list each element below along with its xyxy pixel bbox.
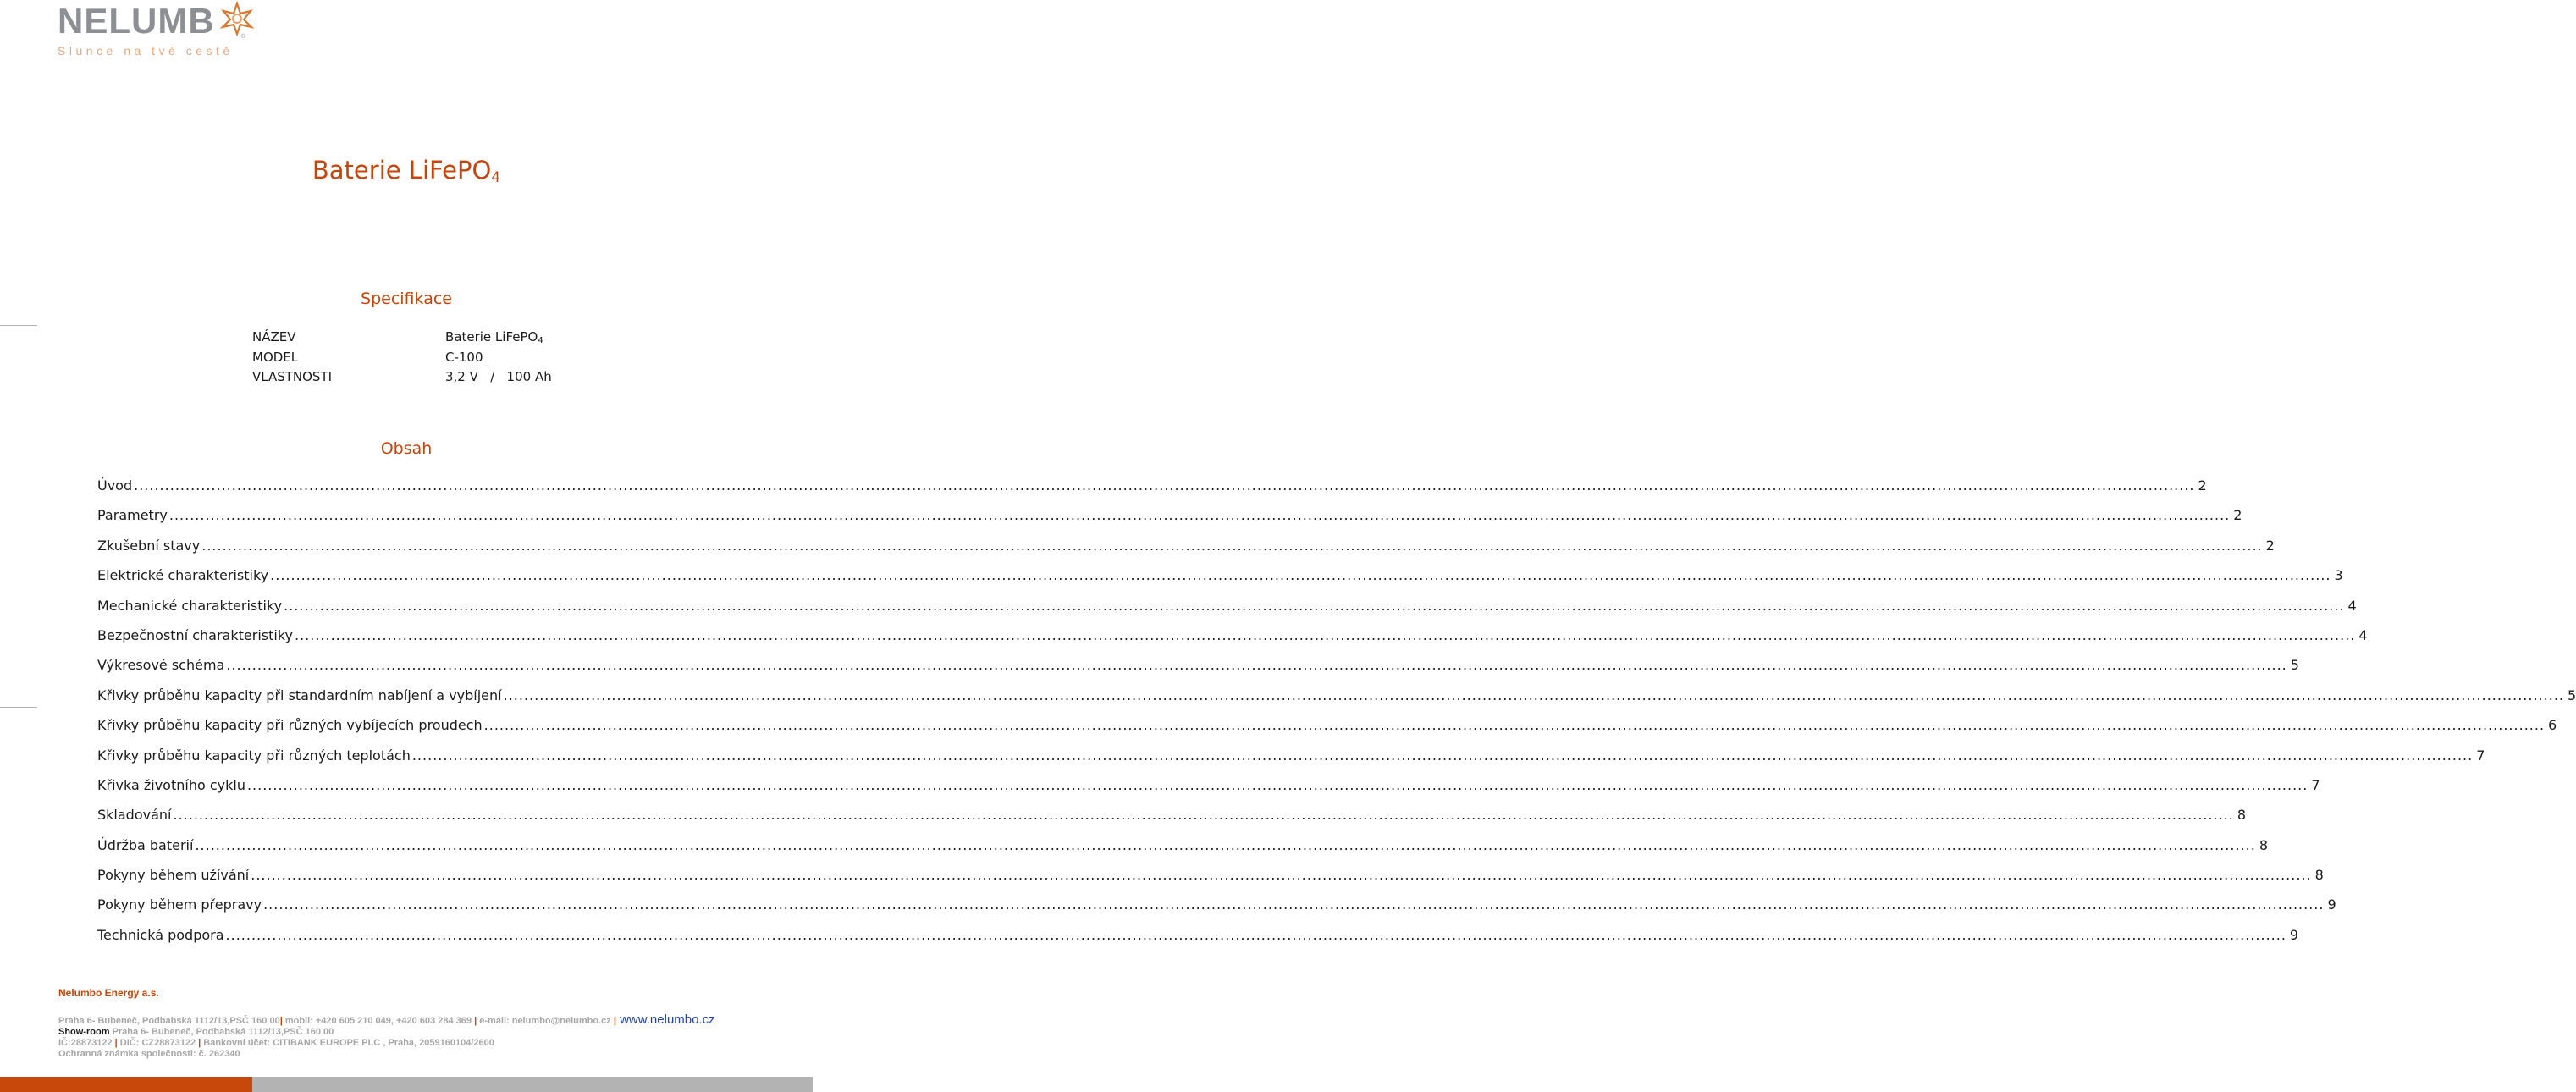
toc-entry[interactable] bbox=[97, 537, 2275, 567]
toc-entry-title: Křivky průběhu kapacity při různých teplotách bbox=[97, 747, 411, 764]
toc-leader-dots: ................................................................................................................................................................................................................................................................................................................................................................................................................ bbox=[168, 507, 2231, 524]
toc-entry[interactable] bbox=[97, 477, 2207, 507]
toc-entry[interactable] bbox=[97, 747, 2485, 777]
spec-value-text: 3,2 V / 100 Ah bbox=[445, 369, 552, 384]
registered-mark: ® bbox=[241, 34, 246, 40]
toc-entry-page: 4 bbox=[2358, 626, 2368, 643]
toc-entry[interactable] bbox=[97, 507, 2242, 537]
toc-entry[interactable] bbox=[97, 896, 2336, 926]
toc-entry[interactable] bbox=[97, 807, 2247, 836]
spec-heading: Specifikace bbox=[361, 290, 452, 308]
footer-address: Praha 6- Bubeneč, Podbabská 1112/13,PSČ 160 00 bbox=[58, 1016, 280, 1026]
lotus-star-icon bbox=[220, 2, 254, 36]
toc-leader-dots: ................................................................................................................................................................................................................................................................................................................................................................................................................ bbox=[226, 657, 2287, 674]
toc-entry-page: 6 bbox=[2548, 717, 2557, 734]
toc-entry-page: 8 bbox=[2237, 807, 2247, 824]
toc-entry-title: Křivky průběhu kapacity při standardním nabíjení a vybíjení bbox=[97, 687, 502, 703]
footer-contact-line bbox=[58, 1012, 715, 1027]
title-text: Baterie LiFePO bbox=[312, 156, 492, 185]
toc-entry[interactable] bbox=[97, 776, 2320, 807]
spec-value bbox=[445, 350, 483, 365]
footer-bar-gray bbox=[252, 1077, 813, 1092]
toc-entry-title: Křivka životního cyklu bbox=[97, 776, 245, 793]
footer-ic: IČ:28873122 bbox=[58, 1038, 115, 1048]
toc-entry-title: Parametry bbox=[97, 507, 168, 524]
toc-entry[interactable] bbox=[97, 926, 2299, 957]
toc-leader-dots: ................................................................................................................................................................................................................................................................................................................................................................................................................ bbox=[173, 807, 2234, 824]
footer-showroom-address: Praha 6- Bubeneč, Podbabská 1112/13,PSČ 160 00 bbox=[109, 1027, 334, 1037]
toc-leader-dots: ................................................................................................................................................................................................................................................................................................................................................................................................................ bbox=[411, 747, 2474, 764]
toc-leader-dots: ................................................................................................................................................................................................................................................................................................................................................................................................................ bbox=[263, 896, 2325, 913]
footer-showroom-label: Show-room bbox=[58, 1027, 110, 1037]
toc-leader-dots: ................................................................................................................................................................................................................................................................................................................................................................................................................ bbox=[270, 567, 2331, 584]
footer-separator: | bbox=[114, 1038, 118, 1048]
toc-entry-title: Pokyny během přepravy bbox=[97, 896, 262, 913]
footer-separator: | bbox=[613, 1016, 616, 1026]
margin-divider bbox=[0, 325, 37, 326]
toc-leader-dots: ................................................................................................................................................................................................................................................................................................................................................................................................................ bbox=[134, 477, 2195, 494]
logo-tagline: Slunce na tvé cestě bbox=[58, 44, 234, 58]
spec-value-subscript: 4 bbox=[538, 336, 543, 345]
toc-entry-page: 7 bbox=[2311, 776, 2320, 793]
toc-entry-page: 5 bbox=[2290, 657, 2299, 674]
footer-registration-line bbox=[58, 1038, 494, 1048]
toc-entry-title: Úvod bbox=[97, 477, 133, 494]
spec-label: MODEL bbox=[252, 350, 299, 365]
spec-label: NÁZEV bbox=[252, 329, 296, 345]
footer-email[interactable]: e-mail: nelumbo@nelumbo.cz bbox=[477, 1016, 614, 1026]
footer-separator: | bbox=[279, 1016, 283, 1026]
spec-value bbox=[445, 369, 552, 384]
toc-entry-page: 3 bbox=[2334, 567, 2343, 584]
toc-leader-dots: ................................................................................................................................................................................................................................................................................................................................................................................................................ bbox=[503, 687, 2564, 703]
toc-entry-title: Mechanické charakteristiky bbox=[97, 597, 283, 614]
toc-entry-title: Zkušební stavy bbox=[97, 537, 201, 554]
toc-entry-title: Elektrické charakteristiky bbox=[97, 567, 269, 584]
toc-leader-dots: ................................................................................................................................................................................................................................................................................................................................................................................................................ bbox=[246, 776, 2308, 793]
spec-row bbox=[0, 350, 813, 370]
spec-row bbox=[0, 329, 813, 350]
spec-row bbox=[0, 369, 813, 389]
spec-value-text: C-100 bbox=[445, 350, 483, 365]
margin-divider bbox=[0, 707, 37, 708]
footer-showroom-line bbox=[58, 1027, 334, 1037]
logo-wordmark: NELUMB bbox=[58, 1, 215, 41]
toc-entry-title: Bezpečnostní charakteristiky bbox=[97, 626, 293, 643]
toc-entry-title: Výkresové schéma bbox=[97, 657, 225, 674]
toc-leader-dots: ................................................................................................................................................................................................................................................................................................................................................................................................................ bbox=[294, 626, 2356, 643]
toc-entry[interactable] bbox=[97, 567, 2343, 597]
footer-separator: | bbox=[474, 1016, 477, 1026]
footer-company: Nelumbo Energy a.s. bbox=[58, 987, 159, 999]
toc-entry[interactable] bbox=[97, 597, 2357, 627]
toc-entry-page: 2 bbox=[2198, 477, 2207, 494]
document-title bbox=[0, 156, 813, 186]
toc-leader-dots: ................................................................................................................................................................................................................................................................................................................................................................................................................ bbox=[225, 926, 2286, 943]
toc-heading: Obsah bbox=[380, 439, 433, 458]
footer-separator: | bbox=[198, 1038, 201, 1048]
toc-entry[interactable] bbox=[97, 717, 2557, 747]
toc-entry[interactable] bbox=[97, 867, 2324, 896]
toc-entry-page: 4 bbox=[2347, 597, 2357, 614]
footer-dic: DIČ: CZ28873122 bbox=[117, 1038, 199, 1048]
toc-entry-page: 9 bbox=[2289, 926, 2299, 943]
toc-entry-title: Technická podpora bbox=[97, 926, 224, 943]
toc-entry-page: 2 bbox=[2233, 507, 2242, 524]
toc-leader-dots: ................................................................................................................................................................................................................................................................................................................................................................................................................ bbox=[201, 537, 2263, 554]
toc-entry-page: 8 bbox=[2259, 836, 2268, 853]
spec-value bbox=[445, 329, 543, 345]
toc-entry[interactable] bbox=[97, 836, 2268, 867]
toc-entry-page: 9 bbox=[2327, 896, 2336, 913]
footer-bank: Bankovní účet: CITIBANK EUROPE PLC , Praha, 2059160104/2600 bbox=[201, 1038, 494, 1048]
toc-entry-title: Křivky průběhu kapacity při různých vybíjecích proudech bbox=[97, 717, 483, 734]
title-subscript: 4 bbox=[491, 169, 501, 186]
table-of-contents bbox=[97, 477, 2576, 957]
toc-entry[interactable] bbox=[97, 687, 2576, 717]
toc-leader-dots: ................................................................................................................................................................................................................................................................................................................................................................................................................ bbox=[483, 717, 2546, 734]
toc-leader-dots: ................................................................................................................................................................................................................................................................................................................................................................................................................ bbox=[195, 836, 2256, 853]
footer-mobile: mobil: +420 605 210 049, +420 603 284 369 bbox=[282, 1016, 475, 1026]
toc-entry[interactable] bbox=[97, 626, 2368, 657]
toc-entry-title: Údržba baterií bbox=[97, 836, 194, 853]
toc-leader-dots: ................................................................................................................................................................................................................................................................................................................................................................................................................ bbox=[251, 867, 2312, 884]
spec-value-text: Baterie LiFePO bbox=[445, 329, 538, 345]
footer-website-link[interactable]: www.nelumbo.cz bbox=[615, 1012, 715, 1027]
toc-entry[interactable] bbox=[97, 657, 2299, 687]
toc-leader-dots: ................................................................................................................................................................................................................................................................................................................................................................................................................ bbox=[284, 597, 2345, 614]
toc-entry-title: Pokyny během užívání bbox=[97, 867, 250, 884]
toc-entry-page: 5 bbox=[2567, 687, 2576, 703]
toc-entry-page: 7 bbox=[2476, 747, 2485, 764]
spec-label: VLASTNOSTI bbox=[252, 369, 333, 384]
toc-entry-page: 2 bbox=[2265, 537, 2275, 554]
footer-bar-accent bbox=[0, 1077, 252, 1092]
toc-entry-page: 8 bbox=[2314, 867, 2324, 884]
toc-entry-title: Skladování bbox=[97, 807, 172, 824]
footer-trademark: Ochranná známka společnosti: č. 262340 bbox=[58, 1049, 240, 1059]
